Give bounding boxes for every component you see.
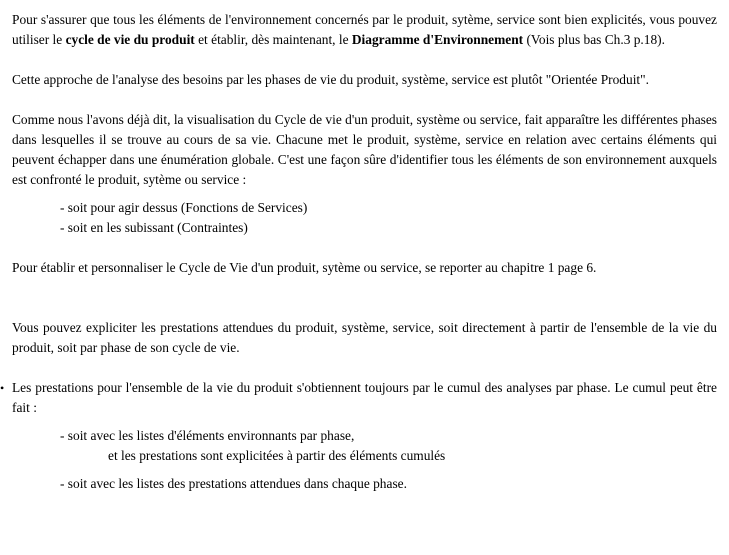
intro-text-start: Pour s'assurer que tous les éléments de l'environnement concernés par le produit, sytème, service sont bien explicités, vous pouvez utiliser le xyxy=(12,12,717,47)
bullet-icon: • xyxy=(0,381,5,395)
list-item: - soit pour agir dessus (Fonctions de Services) xyxy=(60,200,308,215)
paragraph-intro xyxy=(12,10,717,50)
list-cumul-methods-2 xyxy=(12,474,717,494)
list-cumul-methods xyxy=(12,426,717,446)
paragraph-chapter-ref: Pour établir et personnaliser le Cycle de Vie d'un produit, sytème ou service, se reporter au chapitre 1 page 6. xyxy=(12,260,597,275)
list-item: - soit en les subissant (Contraintes) xyxy=(60,220,248,235)
bullet-paragraph xyxy=(0,378,717,418)
list-purposes xyxy=(12,198,717,238)
intro-text-middle: et établir, dès maintenant, le xyxy=(194,32,352,47)
list-item-continuation: et les prestations sont explicitées à partir des éléments cumulés xyxy=(108,448,446,463)
document-page xyxy=(0,10,717,494)
paragraph-prestations: Vous pouvez expliciter les prestations attendues du produit, système, service, soit directement à partir de l'ensemble de la vie du produit, soit par phase de son cycle de vie. xyxy=(12,320,717,355)
intro-bold-diagram: Diagramme d'Environnement xyxy=(351,32,524,47)
list-item: - soit avec les listes d'éléments environnants par phase, xyxy=(60,428,355,443)
intro-bold-cycle: cycle de vie du produit xyxy=(65,32,195,47)
paragraph-approach: Cette approche de l'analyse des besoins par les phases de vie du produit, système, service est plutôt "Orientée Produit". xyxy=(12,72,649,87)
paragraph-cumul: Les prestations pour l'ensemble de la vie du produit s'obtiennent toujours par le cumul des analyses par phase. Le cumul peut être fait : xyxy=(12,380,717,415)
paragraph-lifecycle: Comme nous l'avons déjà dit, la visualisation du Cycle de vie d'un produit, système ou service, fait apparaître les différentes phases dans lesquelles il se trouve au cours de sa vie. Chacune met le produit, système, service en relation avec certains éléments qui peuvent échapper dans une énumération globale. C'est une façon sûre d'identifier tous les éléments de son environnement auxquels est confronté le produit, sytème ou service : xyxy=(12,112,717,187)
intro-text-end: (Vois plus bas Ch.3 p.18). xyxy=(523,32,665,47)
list-item: - soit avec les listes des prestations attendues dans chaque phase. xyxy=(60,476,407,491)
